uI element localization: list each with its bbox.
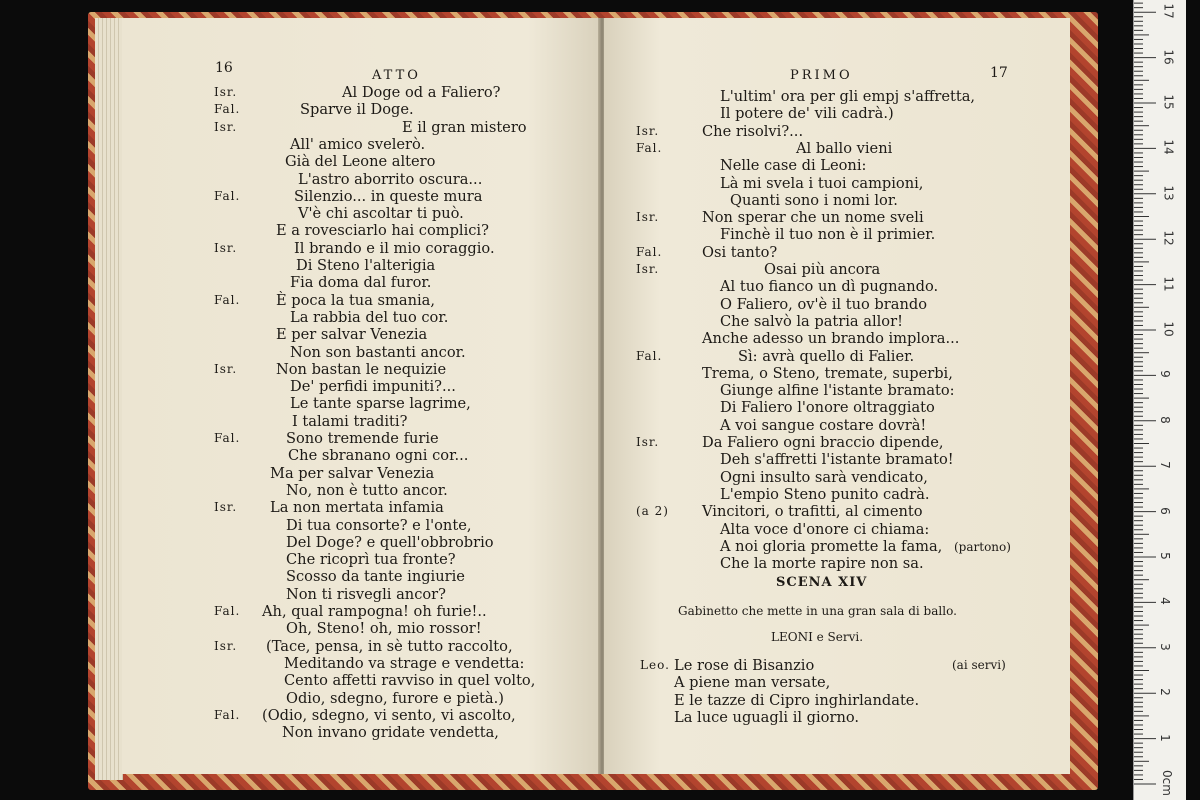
verse-line: Sono tremende furie bbox=[286, 430, 439, 447]
verse-line: (Tace, pensa, in sè tutto raccolto, bbox=[266, 637, 513, 655]
speaker-label: Isr. bbox=[636, 262, 660, 276]
verse-line: No, non è tutto ancor. bbox=[286, 481, 448, 499]
verse-line: Le rose di Bisanzio bbox=[674, 657, 815, 674]
ruler-label: 6 bbox=[1157, 506, 1172, 515]
verse-line: Non sperar che un nome sveli bbox=[702, 209, 924, 227]
verse-line: Vincitori, o trafitti, al cimento bbox=[702, 503, 923, 521]
ruler-label: 7 bbox=[1157, 461, 1172, 470]
verse-line: Che ricoprì tua fronte? bbox=[286, 551, 456, 569]
scene-setting: Gabinetto che mette in una gran sala di ballo. bbox=[678, 604, 957, 618]
ruler-label: 12 bbox=[1161, 230, 1176, 246]
page-edges bbox=[95, 18, 123, 780]
verse-line: Che sbranano ogni cor... bbox=[288, 447, 469, 465]
speaker-label: (a 2) bbox=[636, 504, 669, 519]
verse-line: Le tante sparse lagrime, bbox=[290, 395, 471, 413]
verse-line: Finchè il tuo non è il primier. bbox=[720, 226, 936, 244]
verse-line: A noi gloria promette la fama, bbox=[720, 537, 943, 555]
verse-line: Fia doma dal furor. bbox=[290, 274, 432, 292]
verse-line: Odio, sdegno, furore e pietà.) bbox=[286, 689, 504, 707]
verse-line: Il brando e il mio coraggio. bbox=[294, 239, 495, 257]
verse-line: Di Faliero l'onore oltraggiato bbox=[720, 399, 935, 417]
verse-line: E il gran mistero bbox=[402, 118, 527, 136]
ruler-label: 8 bbox=[1157, 415, 1172, 424]
verse-line: Ah, qual rampogna! oh furie!.. bbox=[262, 603, 487, 620]
verse-line: Sì: avrà quello di Falier. bbox=[738, 347, 915, 365]
verse-line: Non son bastanti ancor. bbox=[290, 343, 466, 361]
ruler-label: 2 bbox=[1157, 688, 1172, 697]
verse-line: Oh, Steno! oh, mio rossor! bbox=[286, 620, 482, 638]
ruler-label: 5 bbox=[1157, 552, 1172, 560]
verse-line: Che risolvi?... bbox=[702, 122, 804, 140]
verse-line: Che la morte rapire non sa. bbox=[720, 555, 924, 573]
speaker-label: Isr. bbox=[636, 210, 660, 225]
verse-line: Silenzio... in queste mura bbox=[294, 187, 483, 205]
verse-line: Di tua consorte? e l'onte, bbox=[286, 516, 472, 534]
verse-line: V'è chi ascoltar ti può. bbox=[298, 205, 464, 223]
speaker-label: Fal. bbox=[214, 102, 241, 117]
verse-line: Che salvò la patria allor! bbox=[720, 312, 903, 330]
verse-line: O Faliero, ov'è il tuo brando bbox=[720, 295, 927, 313]
speaker-label: Isr. bbox=[214, 638, 238, 653]
exit-note: (partono) bbox=[954, 540, 1011, 554]
verse-line: Ogni insulto sarà vendicato, bbox=[720, 468, 928, 486]
verse-line: Anche adesso un brando implora... bbox=[702, 330, 960, 348]
verse-line: (Odio, sdegno, vi sento, vi ascolto, bbox=[262, 706, 516, 724]
verse-line: E a rovesciarlo hai complici? bbox=[276, 222, 489, 240]
ruler-ticks bbox=[1134, 0, 1186, 800]
speaker-label: Fal. bbox=[214, 292, 241, 307]
verse-line: La non mertata infamia bbox=[270, 499, 444, 517]
speaker-label: Fal. bbox=[214, 431, 241, 445]
verse-line: A piene man versate, bbox=[674, 674, 831, 692]
verse-line: La rabbia del tuo cor. bbox=[290, 308, 449, 326]
verse-line: L'ultim' ora per gli empj s'affretta, bbox=[720, 88, 976, 105]
verse-line: Trema, o Steno, tremate, superbi, bbox=[702, 364, 953, 382]
stage-direction: (ai servi) bbox=[952, 658, 1006, 672]
speaker-label: Fal. bbox=[636, 140, 663, 155]
verse-line: Nelle case di Leoni: bbox=[720, 157, 867, 175]
verse-line: Del Doge? e quell'obbrobrio bbox=[286, 533, 494, 551]
ruler-label: 15 bbox=[1161, 94, 1176, 110]
speaker-label: Isr. bbox=[214, 361, 238, 376]
speaker-label: Isr. bbox=[214, 240, 238, 255]
ruler-label: 9 bbox=[1157, 370, 1172, 379]
verse-line: Non bastan le nequizie bbox=[276, 360, 447, 378]
verse-line: A voi sangue costare dovrà! bbox=[720, 416, 927, 434]
verse-line: De' perfidi impuniti?... bbox=[290, 378, 456, 396]
verse-line: Al Doge od a Faliero? bbox=[342, 84, 501, 101]
left-page bbox=[122, 18, 600, 774]
ruler-label: 11 bbox=[1161, 275, 1176, 292]
verse-line: Osai più ancora bbox=[764, 261, 881, 278]
speaker-label: Fal. bbox=[636, 348, 663, 363]
verse-line: Non ti risvegli ancor? bbox=[286, 585, 446, 603]
speaker-label: Isr. bbox=[214, 85, 238, 99]
verse-line: La luce uguagli il giorno. bbox=[674, 708, 860, 726]
ruler-label: 0cm bbox=[1159, 770, 1174, 796]
verse-line: L'astro aborrito oscura... bbox=[298, 170, 483, 188]
ruler-label: 10 bbox=[1161, 321, 1176, 337]
right-page bbox=[604, 18, 1070, 774]
running-head: ATTO bbox=[372, 68, 421, 83]
verse-line: Non invano gridate vendetta, bbox=[282, 724, 499, 742]
speaker-label: Fal. bbox=[214, 604, 241, 618]
speaker-label: Fal. bbox=[214, 707, 241, 722]
verse-line: Di Steno l'alterigia bbox=[296, 257, 436, 274]
verse-line: I talami traditi? bbox=[292, 412, 408, 430]
verse-line: Osi tanto? bbox=[702, 243, 778, 261]
verse-line: Scosso da tante ingiurie bbox=[286, 568, 465, 586]
verse-line: È poca la tua smania, bbox=[276, 291, 435, 309]
ruler-label: 1 bbox=[1157, 733, 1172, 742]
verse-line: Alta voce d'onore ci chiama: bbox=[720, 520, 930, 538]
verse-line: Cento affetti ravviso in quel volto, bbox=[284, 672, 536, 690]
scene-characters: LEONI e Servi. bbox=[771, 630, 864, 644]
running-head: PRIMO bbox=[790, 68, 853, 83]
verse-line: Sparve il Doge. bbox=[300, 101, 414, 119]
verse-line: L'empio Steno punito cadrà. bbox=[720, 485, 930, 503]
ruler-label: 3 bbox=[1157, 642, 1172, 651]
verse-line: Il potere de' vili cadrà.) bbox=[720, 105, 894, 123]
page-number: 16 bbox=[215, 60, 233, 76]
ruler-label: 16 bbox=[1161, 48, 1176, 65]
verse-line: Al ballo vieni bbox=[796, 139, 893, 157]
measurement-ruler bbox=[1133, 0, 1186, 800]
verse-line: Da Faliero ogni braccio dipende, bbox=[702, 434, 944, 451]
ruler-label: 14 bbox=[1161, 139, 1176, 156]
verse-line: Deh s'affretti l'istante bramato! bbox=[720, 451, 954, 469]
verse-line: Ma per salvar Venezia bbox=[270, 464, 435, 482]
verse-line: Meditando va strage e vendetta: bbox=[284, 654, 525, 672]
speaker-label: Isr. bbox=[636, 123, 660, 138]
ruler-label: 4 bbox=[1157, 597, 1172, 606]
page-number: 17 bbox=[990, 65, 1008, 81]
ruler-label: 17 bbox=[1161, 3, 1176, 19]
verse-line: Già del Leone altero bbox=[285, 153, 436, 171]
verse-line: Quanti sono i nomi lor. bbox=[730, 191, 898, 209]
verse-line: All' amico svelerò. bbox=[290, 135, 426, 153]
speaker-label: Leo. bbox=[640, 658, 670, 672]
speaker-label: Fal. bbox=[214, 188, 241, 203]
verse-line: E le tazze di Cipro inghirlandate. bbox=[674, 691, 920, 709]
speaker-label: Isr. bbox=[214, 119, 238, 134]
speaker-label: Isr. bbox=[636, 435, 660, 449]
verse-line: Là mi svela i tuoi campioni, bbox=[720, 174, 924, 192]
ruler-label: 13 bbox=[1161, 185, 1176, 201]
scene-title: SCENA XIV bbox=[776, 575, 868, 590]
verse-line: Giunge alfine l'istante bramato: bbox=[720, 382, 955, 400]
verse-line: Al tuo fianco un dì pugnando. bbox=[720, 278, 939, 296]
speaker-label: Fal. bbox=[636, 244, 663, 259]
speaker-label: Isr. bbox=[214, 500, 238, 515]
verse-line: E per salvar Venezia bbox=[276, 326, 428, 344]
